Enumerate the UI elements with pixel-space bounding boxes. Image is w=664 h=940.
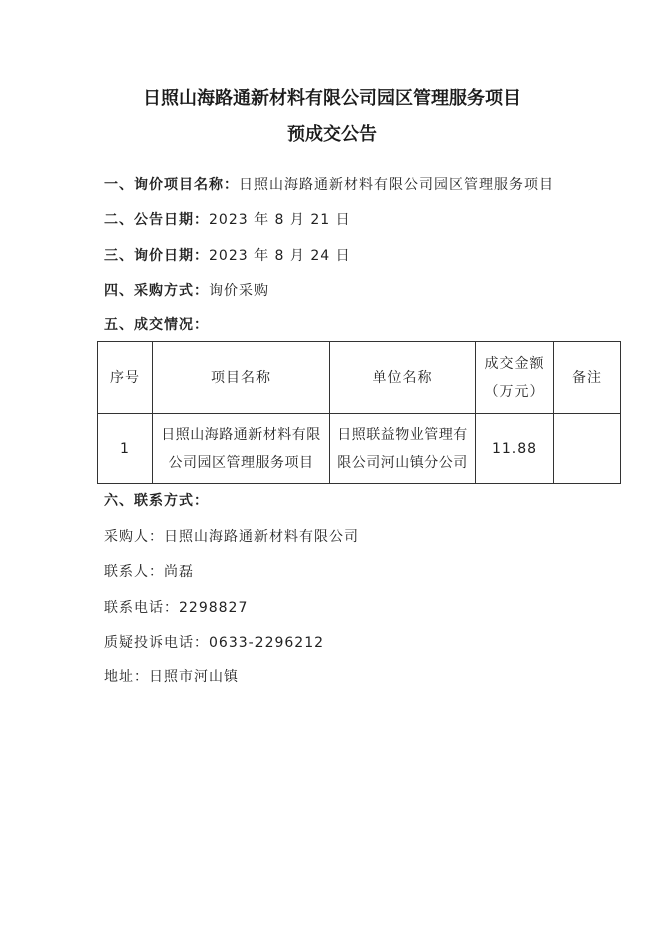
result-table <box>97 341 621 484</box>
purchase-method-value: 询价采购 <box>209 283 269 299</box>
contact-heading <box>104 491 209 511</box>
document-title: 日照山海路通新材料有限公司园区管理服务项目 <box>143 88 521 109</box>
cell-project-line1: 日照山海路通新材料有限 <box>161 426 321 443</box>
contact-label: 六、联系方式： <box>104 493 209 509</box>
cell-project-line2: 公司园区管理服务项目 <box>168 454 314 471</box>
complaint-phone: 质疑投诉电话：0633-2296212 <box>104 635 325 651</box>
project-name-label: 一、询价项目名称： <box>104 177 239 193</box>
notice-date-label: 二、公告日期： <box>104 212 209 228</box>
contact-person: 联系人：尚磊 <box>104 564 194 580</box>
header-amount-line2: （万元） <box>484 383 545 400</box>
cell-no: 1 <box>98 414 153 484</box>
purchase-method-label: 四、采购方式： <box>104 283 209 299</box>
notice-date-value: 2023 年 8 月 21 日 <box>209 212 351 228</box>
cell-remark <box>554 414 621 484</box>
contact-phone: 联系电话：2298827 <box>104 600 249 616</box>
header-remark: 备注 <box>554 342 621 414</box>
inquiry-date-label: 三、询价日期： <box>104 248 209 264</box>
header-project: 项目名称 <box>153 342 330 414</box>
contact-buyer: 采购人：日照山海路通新材料有限公司 <box>104 529 359 545</box>
inquiry-date-line <box>104 246 351 266</box>
project-name-line <box>104 175 554 195</box>
cell-project <box>153 414 330 484</box>
header-unit: 单位名称 <box>330 342 476 414</box>
document-subtitle: 预成交公告 <box>287 124 377 145</box>
cell-unit-line2: 限公司河山镇分公司 <box>337 454 468 471</box>
result-label: 五、成交情况： <box>104 317 209 333</box>
table-header-row <box>98 342 621 414</box>
inquiry-date-value: 2023 年 8 月 24 日 <box>209 248 351 264</box>
purchase-method-line <box>104 281 269 301</box>
header-amount-line1: 成交金额 <box>484 355 545 372</box>
contact-address: 地址：日照市河山镇 <box>104 669 239 685</box>
cell-unit-line1: 日照联益物业管理有 <box>337 426 468 443</box>
result-heading <box>104 315 209 335</box>
project-name-value: 日照山海路通新材料有限公司园区管理服务项目 <box>239 177 554 193</box>
notice-date-line <box>104 210 351 230</box>
cell-amount: 11.88 <box>476 414 554 484</box>
header-amount <box>476 342 554 414</box>
header-no: 序号 <box>98 342 153 414</box>
table-row <box>98 414 621 484</box>
cell-unit <box>330 414 476 484</box>
